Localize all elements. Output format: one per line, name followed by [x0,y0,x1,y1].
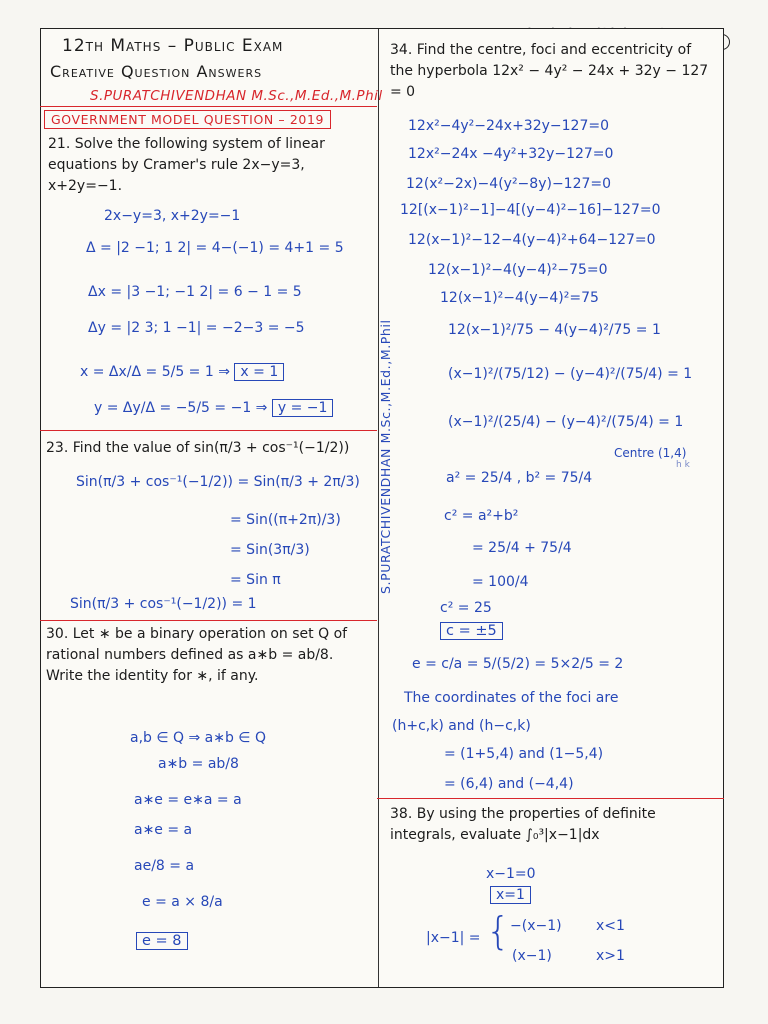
q34-line-10: (x−1)²/(25/4) − (y−4)²/(75/4) = 1 [448,414,684,430]
q21-question: 21. Solve the following system of linear equations by Cramer's rule 2x−y=3, x+2y=−1. [48,136,325,194]
government-model-box: GOVERNMENT MODEL QUESTION – 2019 [44,110,331,129]
q34-c-line-1: c² = a²+b² [444,508,519,524]
q34-foci-line-1: (h+c,k) and (h−c,k) [392,718,531,734]
q21-y-answer-box: y = −1 [272,399,334,417]
q34-eccentricity: e = c/a = 5/(5/2) = 5×2/5 = 2 [412,656,624,672]
q34-line-9: (x−1)²/(75/12) − (y−4)²/(75/4) = 1 [448,366,693,382]
q38-piece-1-condition: x<1 [596,918,625,934]
q23-line-1: Sin(π/3 + cos⁻¹(−1/2)) = Sin(π/3 + 2π/3) [76,474,360,490]
q21-y-line [94,400,333,416]
q21-x-answer-box: x = 1 [234,363,284,381]
q34-a-b-values: a² = 25/4 , b² = 75/4 [446,470,593,486]
q38-piece-2-condition: x>1 [596,948,625,964]
q38-piece-2: (x−1) [512,948,552,964]
q23-question: 23. Find the value of sin(π/3 + cos⁻¹(−1/2)) [46,440,350,456]
q23-divider [40,620,377,621]
q21-line-2: Δ = |2 −1; 1 2| = 4−(−1) = 4+1 = 5 [86,240,344,256]
q21-y-text: y = Δy/Δ = −5/5 = −1 ⇒ [94,400,268,416]
q34-line-3: 12(x²−2x)−4(y²−8y)−127=0 [406,176,612,192]
q23-line-3: = Sin(3π/3) [230,542,310,558]
q21-x-line [80,364,284,380]
q30-answer-box: e = 8 [136,932,188,950]
q38-question: 38. By using the properties of definite integrals, evaluate ∫₀³|x−1|dx [390,806,656,843]
q34-c-line-4: c² = 25 [440,600,492,616]
vertical-author-text: S.PURATCHIVENDHAN M.Sc.,M.Ed.,M.Phil [378,319,393,594]
q34-line-4: 12[(x−1)²−1]−4[(y−4)²−16]−127=0 [400,202,661,218]
q34-hk-label: h k [676,460,690,470]
q21-line-1: 2x−y=3, x+2y=−1 [104,208,241,224]
q38-abs-label: |x−1| = [426,930,481,946]
q34-line-7: 12(x−1)²−4(y−4)²=75 [440,290,599,306]
q34-c-line-2: = 25/4 + 75/4 [472,540,572,556]
q23-line-5: Sin(π/3 + cos⁻¹(−1/2)) = 1 [70,596,257,612]
q38-line-1: x−1=0 [486,866,536,882]
q30-line-2: a∗b = ab/8 [158,756,239,772]
q38-brace: { [486,909,511,953]
q34-line-2: 12x²−24x −4y²+32y−127=0 [408,146,614,162]
q34-question: 34. Find the centre, foci and eccentricity of the hyperbola 12x² − 4y² − 24x + 32y − 127 = 0 [390,42,709,100]
q34-foci-line-3: = (6,4) and (−4,4) [444,776,574,792]
q34-divider [377,798,724,799]
q34-foci-text: The coordinates of the foci are [404,690,619,706]
header-title-line1: 12th Maths – Public Exam [62,36,284,56]
q30-line-3: a∗e = e∗a = a [134,792,242,808]
q38-root-box: x=1 [490,886,531,904]
q30-line-4: a∗e = a [134,822,193,838]
q23-line-4: = Sin π [230,572,281,588]
q34-line-6: 12(x−1)²−4(y−4)²−75=0 [428,262,608,278]
q21-divider [40,430,377,431]
q21-line-3: Δx = |3 −1; −1 2| = 6 − 1 = 5 [88,284,302,300]
q34-c-line-3: = 100/4 [472,574,529,590]
q34-line-1: 12x²−4y²−24x+32y−127=0 [408,118,609,134]
q34-centre: Centre (1,4) [614,446,687,460]
q30-line-1: a,b ∈ Q ⇒ a∗b ∈ Q [130,730,266,746]
q21-line-4: Δy = |2 3; 1 −1| = −2−3 = −5 [88,320,305,336]
header-author: S.PURATCHIVENDHAN M.Sc.,M.Ed.,M.Phil [90,88,383,104]
q30-line-6: e = a × 8/a [142,894,223,910]
q23-line-2: = Sin((π+2π)/3) [230,512,341,528]
header-title-line2: Creative Question Answers [50,62,263,81]
q34-line-8: 12(x−1)²/75 − 4(y−4)²/75 = 1 [448,322,661,338]
q34-line-5: 12(x−1)²−12−4(y−4)²+64−127=0 [408,232,656,248]
q30-line-5: ae/8 = a [134,858,195,874]
header-underline [40,106,377,107]
q34-c-answer-box: c = ±5 [440,622,503,640]
q38-piece-1: −(x−1) [510,918,562,934]
q34-foci-line-2: = (1+5,4) and (1−5,4) [444,746,604,762]
q30-question: 30. Let ∗ be a binary operation on set Q of rational numbers defined as a∗b = ab/8. Write the identity for ∗, if any. [46,626,348,684]
q21-x-text: x = Δx/Δ = 5/5 = 1 ⇒ [80,364,230,380]
